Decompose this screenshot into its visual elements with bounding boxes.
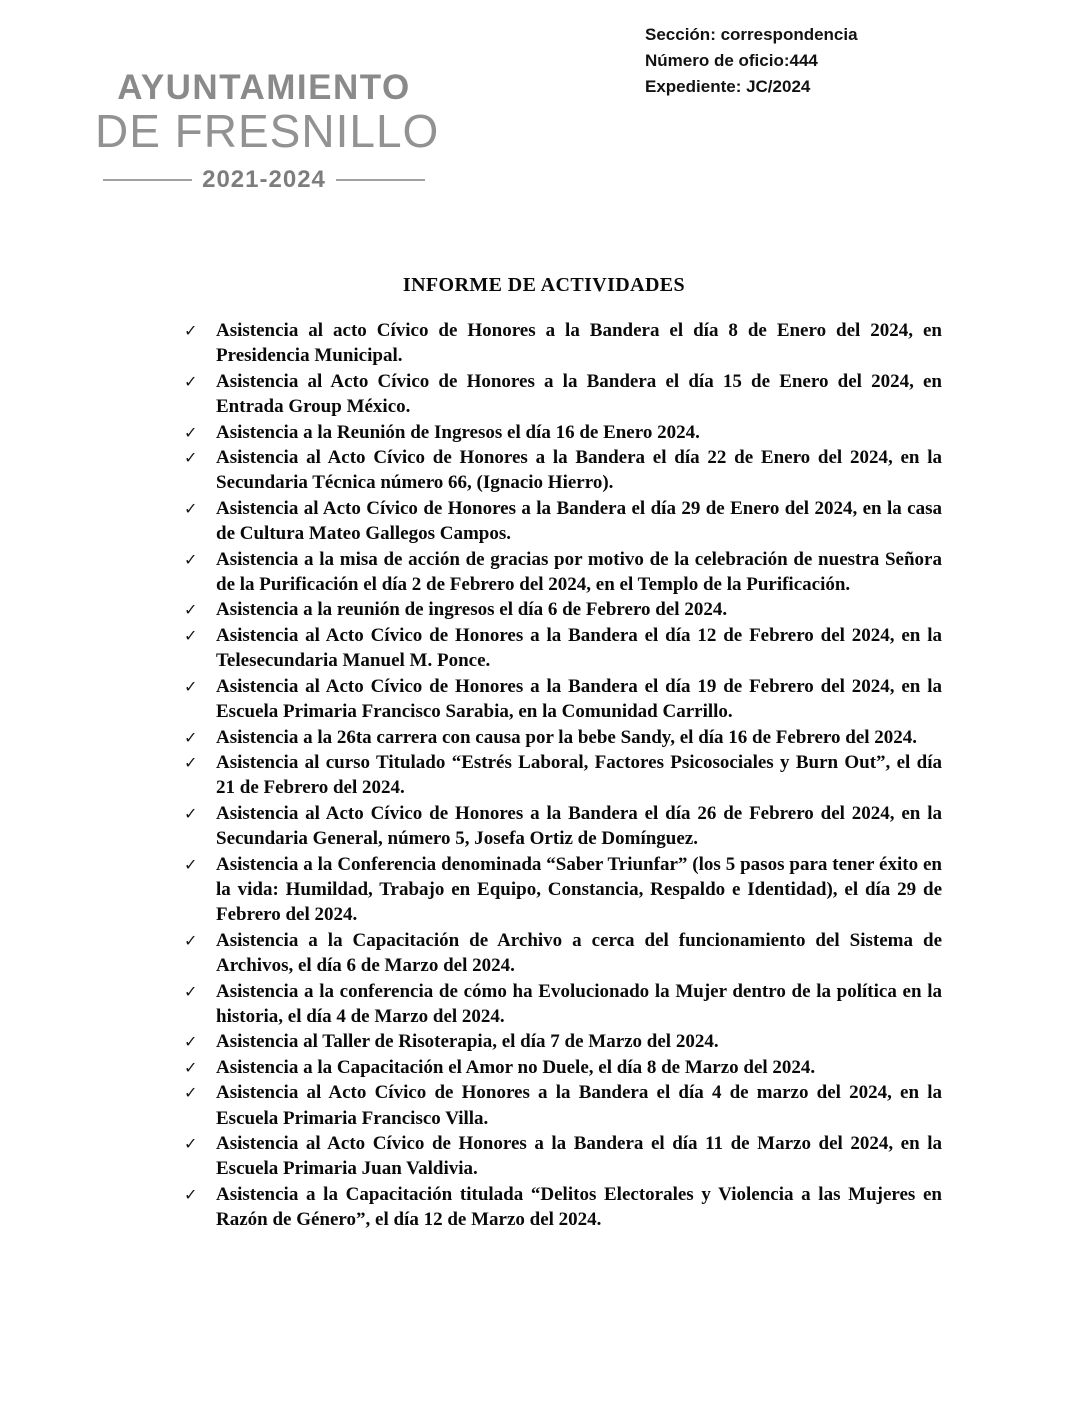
- list-item-text: Asistencia a la Conferencia denominada “Saber Triunfar” (los 5 pasos para tener éxito en la vida: Humildad, Trabajo en Equipo, Constancia, Respaldo e Identidad), el día 29 de Febrero del 2024.: [216, 853, 942, 926]
- checkmark-icon: ✓: [184, 1184, 198, 1204]
- list-item: [184, 1080, 942, 1131]
- list-item-text: Asistencia al acto Cívico de Honores a la Bandera el día 8 de Enero del 2024, en Presidencia Municipal.: [216, 320, 942, 367]
- correspondence-header: [645, 22, 858, 100]
- list-item: [184, 1055, 942, 1080]
- list-item: [184, 801, 942, 852]
- list-item: [184, 725, 942, 750]
- list-item-text: Asistencia al Acto Cívico de Honores a la Bandera el día 15 de Enero del 2024, en Entrada Group México.: [216, 370, 942, 418]
- list-item: [184, 623, 942, 674]
- list-item-text: Asistencia al Acto Cívico de Honores a la Bandera el día 19 de Febrero del 2024, en la Escuela Primaria Francisco Sarabia, en la Comunidad Carrillo.: [216, 675, 942, 723]
- checkmark-icon: ✓: [184, 803, 198, 823]
- header-expediente: Expediente: JC/2024: [645, 77, 811, 96]
- list-item: [184, 369, 942, 420]
- checkmark-icon: ✓: [184, 422, 198, 442]
- checkmark-icon: ✓: [184, 1134, 198, 1153]
- list-item-text: Asistencia a la reunión de ingresos el día 6 de Febrero del 2024.: [216, 599, 728, 621]
- list-item: [184, 445, 942, 496]
- list-item: [184, 597, 942, 622]
- list-item-text: Asistencia a la Reunión de Ingresos el día 16 de Enero 2024.: [216, 421, 700, 443]
- list-item-text: Asistencia a la Capacitación titulada “Delitos Electorales y Violencia a las Mujeres en Razón de Género”, el día 12 de Marzo del 2024.: [216, 1183, 942, 1231]
- checkmark-icon: ✓: [184, 371, 198, 391]
- list-item-text: Asistencia al Acto Cívico de Honores a la Bandera el día 11 de Marzo del 2024, en la Escuela Primaria Juan Valdivia.: [216, 1133, 942, 1180]
- checkmark-icon: ✓: [184, 549, 198, 569]
- list-item-text: Asistencia al Acto Cívico de Honores a la Bandera el día 12 de Febrero del 2024, en la Telesecundaria Manuel M. Ponce.: [216, 624, 942, 672]
- logo-fresnillo-text: DE FRESNILLO: [95, 105, 440, 157]
- logo-rule-left: [103, 179, 192, 181]
- logo-years-text: 2021-2024: [202, 166, 326, 193]
- activities-list: [184, 318, 942, 1233]
- checkmark-icon: ✓: [184, 1032, 198, 1052]
- list-item: [184, 928, 942, 979]
- list-item-text: Asistencia al Acto Cívico de Honores a la Bandera el día 26 de Febrero del 2024, en la Secundaria General, número 5, Josefa Ortiz de Domínguez.: [216, 802, 942, 850]
- checkmark-icon: ✓: [184, 1083, 198, 1103]
- list-item-text: Asistencia al Taller de Risoterapia, el día 7 de Marzo del 2024.: [216, 1031, 719, 1053]
- checkmark-icon: ✓: [184, 625, 198, 645]
- list-item: [184, 852, 942, 928]
- checkmark-icon: ✓: [184, 498, 198, 518]
- logo-ayuntamiento-text: AYUNTAMIENTO: [117, 68, 411, 107]
- list-item: [184, 420, 942, 445]
- header-seccion: Sección: correspondencia: [645, 25, 858, 44]
- logo-rule-right: [336, 179, 425, 181]
- checkmark-icon: ✓: [184, 448, 198, 468]
- list-item: [184, 1131, 942, 1182]
- list-item-text: Asistencia al curso Titulado “Estrés Laboral, Factores Psicosociales y Burn Out”, el día 21 de Febrero del 2024.: [216, 751, 942, 799]
- checkmark-icon: ✓: [184, 1057, 198, 1077]
- checkmark-icon: ✓: [184, 600, 198, 620]
- list-item: [184, 674, 942, 725]
- list-item-text: Asistencia a la conferencia de cómo ha Evolucionado la Mujer dentro de la política en la historia, el día 4 de Marzo del 2024.: [216, 980, 942, 1027]
- list-item: [184, 496, 942, 547]
- ayuntamiento-logo: [95, 68, 440, 194]
- checkmark-icon: ✓: [184, 321, 198, 340]
- checkmark-icon: ✓: [184, 752, 198, 772]
- checkmark-icon: ✓: [184, 930, 198, 950]
- logo-years-row: [95, 166, 433, 194]
- list-item: [184, 1182, 942, 1233]
- header-numero-oficio: Número de oficio:444: [645, 51, 818, 70]
- checkmark-icon: ✓: [184, 981, 198, 1001]
- list-item-text: Asistencia a la 26ta carrera con causa por la bebe Sandy, el día 16 de Febrero del 2024.: [216, 726, 918, 748]
- list-item-text: Asistencia a la misa de acción de gracias por motivo de la celebración de nuestra Señora de la Purificación el día 2 de Febrero del 2024, en el Templo de la Purificación.: [216, 548, 942, 596]
- list-item-text: Asistencia al Acto Cívico de Honores a la Bandera el día 22 de Enero del 2024, en la Secundaria Técnica número 66, (Ignacio Hierro).: [216, 447, 942, 494]
- checkmark-icon: ✓: [184, 727, 198, 747]
- list-item: [184, 750, 942, 801]
- list-item-text: Asistencia a la Capacitación de Archivo a cerca del funcionamiento del Sistema de Archivos, el día 6 de Marzo del 2024.: [216, 929, 942, 977]
- page-title: INFORME DE ACTIVIDADES: [402, 274, 686, 296]
- list-item-text: Asistencia al Acto Cívico de Honores a la Bandera el día 4 de marzo del 2024, en la Escuela Primaria Francisco Villa.: [216, 1082, 942, 1129]
- list-item: [184, 318, 942, 369]
- list-item-text: Asistencia al Acto Cívico de Honores a la Bandera el día 29 de Enero del 2024, en la casa de Cultura Mateo Gallegos Campos.: [216, 497, 942, 545]
- checkmark-icon: ✓: [184, 676, 198, 696]
- checkmark-icon: ✓: [184, 854, 198, 874]
- list-item: [184, 979, 942, 1030]
- list-item-text: Asistencia a la Capacitación el Amor no Duele, el día 8 de Marzo del 2024.: [216, 1056, 816, 1078]
- list-item: [184, 1029, 942, 1054]
- list-item: [184, 547, 942, 598]
